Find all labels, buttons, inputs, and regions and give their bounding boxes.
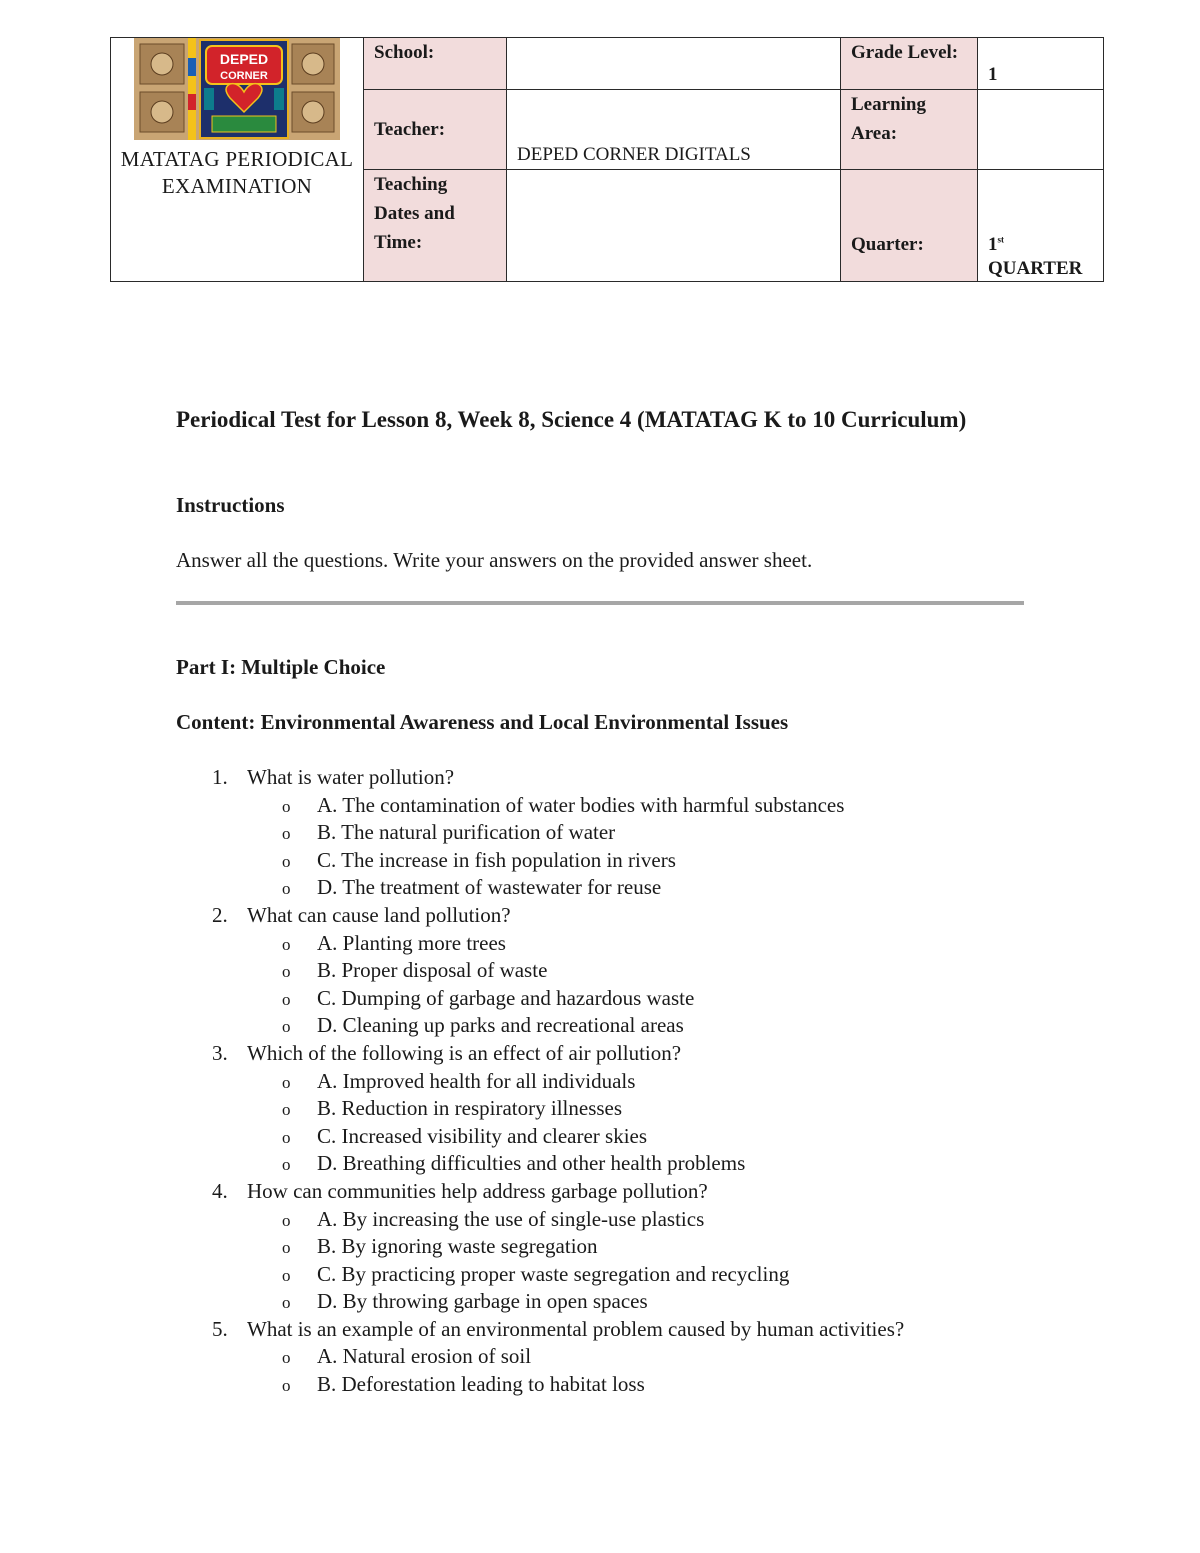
option-list: [247, 792, 904, 902]
answer-option[interactable]: o B. By ignoring waste segregation: [247, 1233, 904, 1261]
quarter-suffix: st: [997, 234, 1004, 245]
quarter-value[interactable]: [978, 170, 1104, 282]
document-title: Periodical Test for Lesson 8, Week 8, Science 4 (MATATAG K to 10 Curriculum): [176, 407, 967, 432]
instructions-heading: Instructions: [176, 493, 285, 517]
teaching-dates-field[interactable]: [507, 170, 841, 282]
bullet-icon: o: [282, 1265, 291, 1285]
answer-option[interactable]: o A. Improved health for all individuals: [247, 1068, 904, 1096]
question-item: [176, 1316, 904, 1399]
horizontal-divider: [176, 601, 1024, 605]
logo-cell: [111, 38, 364, 282]
bullet-icon: o: [282, 1210, 291, 1230]
answer-option[interactable]: o C. By practicing proper waste segregation and recycling: [247, 1261, 904, 1289]
question-item: [176, 1040, 904, 1178]
bullet-icon: o: [282, 934, 291, 954]
bullet-icon: o: [282, 796, 291, 816]
teaching-dates-label: Teaching Dates and Time:: [364, 170, 507, 282]
answer-option[interactable]: o A. The contamination of water bodies with harmful substances: [247, 792, 904, 820]
learning-area-field[interactable]: [978, 90, 1104, 170]
question-number: 2.: [212, 902, 228, 927]
option-list: [247, 930, 904, 1040]
bullet-icon: o: [282, 1293, 291, 1313]
answer-option[interactable]: o A. Natural erosion of soil: [247, 1343, 904, 1371]
header-table: [110, 37, 1104, 282]
svg-text:DEPED: DEPED: [219, 51, 269, 67]
teacher-field[interactable]: DEPED CORNER DIGITALS: [507, 90, 841, 170]
answer-option[interactable]: o C. Dumping of garbage and hazardous waste: [247, 985, 904, 1013]
option-list: [247, 1206, 904, 1316]
quarter-label: Quarter:: [841, 170, 978, 282]
grade-level-value[interactable]: 1: [978, 38, 1104, 90]
bullet-icon: o: [282, 1376, 291, 1396]
question-number: 5.: [212, 1316, 228, 1341]
quarter-number: 1: [988, 234, 998, 255]
question-item: [176, 902, 904, 1040]
teacher-label: Teacher:: [364, 90, 507, 170]
bullet-icon: o: [282, 1127, 291, 1147]
school-label: School:: [364, 38, 507, 90]
question-number: 1.: [212, 765, 228, 789]
bullet-icon: o: [282, 851, 291, 871]
bullet-icon: o: [282, 1348, 291, 1368]
logo-image: [134, 38, 340, 140]
question-text: What is an example of an environmental problem caused by human activities?: [247, 1316, 905, 1341]
bullet-icon: o: [282, 1072, 291, 1092]
answer-option[interactable]: o B. Deforestation leading to habitat loss: [247, 1371, 904, 1399]
answer-option[interactable]: o B. The natural purification of water: [247, 819, 904, 847]
question-text: How can communities help address garbage pollution?: [247, 1178, 708, 1203]
answer-option[interactable]: o A. Planting more trees: [247, 930, 904, 958]
bullet-icon: o: [282, 824, 291, 844]
learning-area-label: Learning Area:: [841, 90, 978, 170]
instructions-text: Answer all the questions. Write your answers on the provided answer sheet.: [176, 548, 813, 572]
bullet-icon: o: [282, 962, 291, 982]
answer-option[interactable]: o B. Reduction in respiratory illnesses: [247, 1095, 904, 1123]
bullet-icon: o: [282, 1017, 291, 1037]
answer-option[interactable]: o D. By throwing garbage in open spaces: [247, 1288, 904, 1316]
answer-option[interactable]: o D. Cleaning up parks and recreational areas: [247, 1012, 904, 1040]
option-list: [247, 1343, 904, 1398]
bullet-icon: o: [282, 1238, 291, 1258]
question-item: [176, 1178, 904, 1316]
question-text: What can cause land pollution?: [247, 902, 511, 927]
bullet-icon: o: [282, 1155, 291, 1175]
grade-level-label: Grade Level:: [841, 38, 978, 90]
svg-text:CORNER: CORNER: [220, 70, 268, 82]
deped-corner-logo: [134, 38, 340, 140]
answer-option[interactable]: o D. Breathing difficulties and other health problems: [247, 1150, 904, 1178]
answer-option[interactable]: o C. The increase in fish population in rivers: [247, 847, 904, 875]
answer-option[interactable]: o B. Proper disposal of waste: [247, 957, 904, 985]
quarter-word: QUARTER: [988, 258, 1083, 279]
bullet-icon: o: [282, 879, 291, 899]
part-heading: Part I: Multiple Choice: [176, 655, 386, 679]
option-list: [247, 1068, 904, 1178]
answer-option[interactable]: o A. By increasing the use of single-use plastics: [247, 1206, 904, 1234]
exam-title: MATATAG PERIODICAL EXAMINATION: [120, 147, 354, 198]
school-field[interactable]: [507, 38, 841, 90]
bullet-icon: o: [282, 1100, 291, 1120]
bullet-icon: o: [282, 989, 291, 1009]
question-number: 4.: [212, 1178, 228, 1203]
question-text: Which of the following is an effect of air pollution?: [247, 1040, 682, 1065]
question-item: [176, 764, 904, 902]
question-number: 3.: [212, 1040, 228, 1065]
content-heading: Content: Environmental Awareness and Local Environmental Issues: [176, 710, 789, 734]
answer-option[interactable]: o D. The treatment of wastewater for reuse: [247, 874, 904, 902]
answer-option[interactable]: o C. Increased visibility and clearer skies: [247, 1123, 904, 1151]
question-text: What is water pollution?: [247, 765, 455, 789]
question-list: [176, 764, 904, 1399]
